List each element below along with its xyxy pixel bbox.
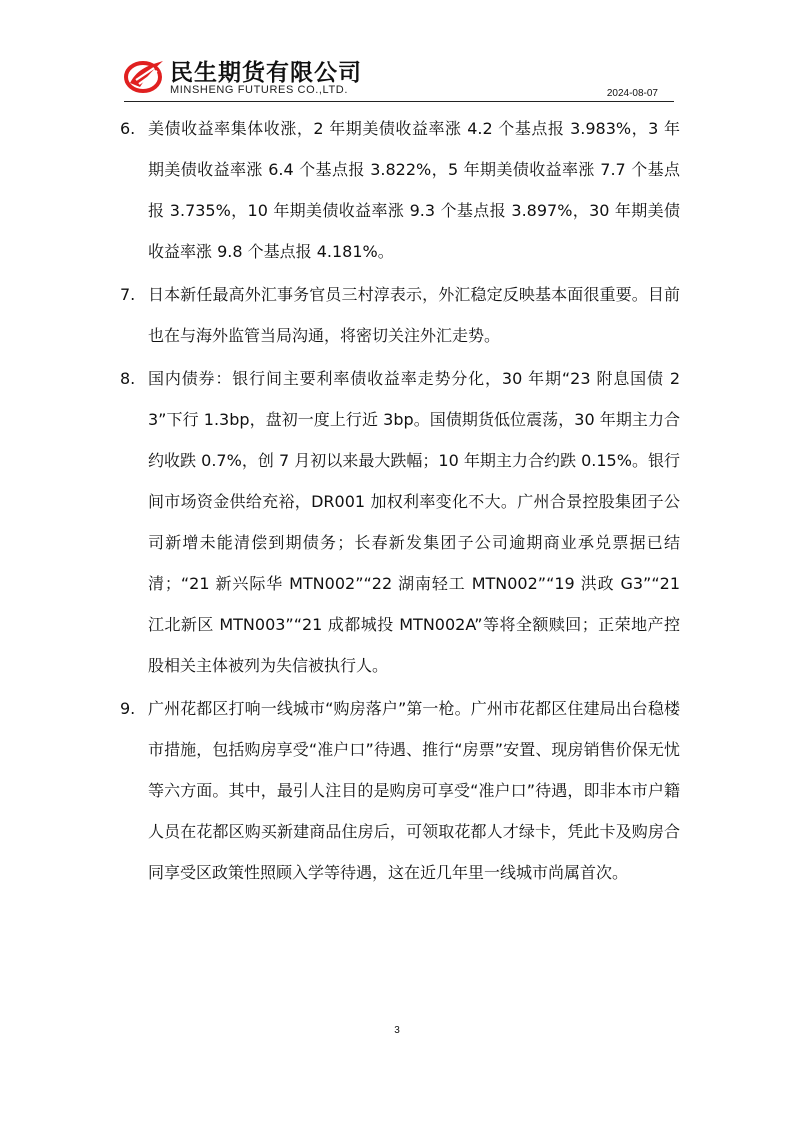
page-number: 3 (394, 1025, 400, 1036)
item-text: 广州花都区打响一线城市“购房落户”第一枪。广州市花都区住建局出台稳楼市措施，包括购房享受“准户口”待遇、推行“房票”安置、现房销售价保无忧等六方面。其中，最引人注目的是购房可享受“准户口”待遇，即非本市户籍人员在花都区购买新建商品住房后，可领取花都人才绿卡，凭此卡及购房合同享受区政策性照顾入学等待遇，这在近几年里一线城市尚属首次。 (148, 699, 680, 882)
item-text: 美债收益率集体收涨，2 年期美债收益率涨 4.2 个基点报 3.983%，3 年期美债收益率涨 6.4 个基点报 3.822%，5 年期美债收益率涨 7.7 个基点报 3.735%，10 年期美债收益率涨 9.3 个基点报 3.897%，30 年期美债收益率涨 9.8 个基点报 4.181%。 (148, 119, 680, 261)
brand-name-chinese: 民生期货有限公司 (170, 60, 362, 86)
item-text: 日本新任最高外汇事务官员三村淳表示，外汇稳定反映基本面很重要。目前也在与海外监管当局沟通，将密切关注外汇走势。 (148, 285, 680, 345)
minsheng-logo-icon (124, 56, 166, 96)
news-item-9 (120, 688, 680, 893)
item-number: 8. (120, 369, 136, 388)
news-list (120, 108, 680, 895)
item-number: 6. (120, 119, 136, 138)
item-text: 国内债券：银行间主要利率债收益率走势分化，30 年期“23 附息国债 23”下行 1.3bp，盘初一度上行近 3bp。国债期货低位震荡，30 年期主力合约收跌 0.7%，创 7 月初以来最大跌幅；10 年期主力合约跌 0.15%。银行间市场资金供给充裕，DR001 加权利率变化不大。广州合景控股集团子公司新增未能清偿到期债务；长春新发集团子公司逾期商业承兑票据已结清；“21 新兴际华 MTN002”“22 湖南轻工 MTN002”“19 洪政 G3”“21 江北新区 MTN003”“21 成都城投 MTN002A”等将全额赎回；正荣地产控股相关主体被列为失信被执行人。 (148, 369, 680, 675)
item-number: 7. (120, 285, 136, 304)
report-date: 2024-08-07 (606, 88, 658, 99)
news-item-7 (120, 274, 680, 356)
brand-name-english: MINSHENG FUTURES CO.,LTD. (170, 84, 348, 96)
news-item-6 (120, 108, 680, 272)
header-divider (124, 101, 674, 102)
item-number: 9. (120, 699, 136, 718)
news-item-8 (120, 358, 680, 686)
page-header (124, 50, 674, 102)
